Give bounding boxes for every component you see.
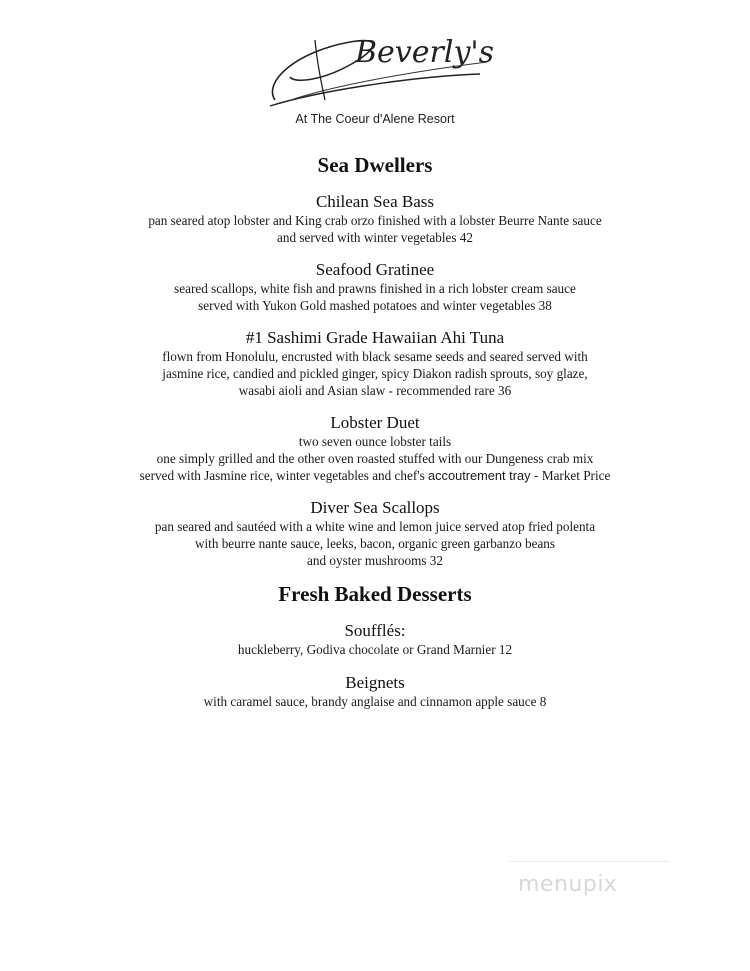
- menu-item-chilean-sea-bass: [0, 192, 750, 246]
- item-description: huckleberry, Godiva chocolate or Grand Marnier 12: [237, 642, 513, 657]
- watermark-rule: [510, 861, 670, 862]
- item-description: and oyster mushrooms 32: [307, 553, 443, 568]
- menu-item-souffles: [0, 621, 750, 658]
- item-name: Beignets: [345, 673, 405, 692]
- item-description: with beurre nante sauce, leeks, bacon, organic green garbanzo beans: [194, 536, 556, 551]
- item-name: #1 Sashimi Grade Hawaiian Ahi Tuna: [245, 328, 505, 347]
- menu-item-beignets: [0, 673, 750, 710]
- watermark-text: menupix: [518, 872, 618, 897]
- logo-swash-graphic: [255, 22, 495, 112]
- item-name: Diver Sea Scallops: [310, 498, 440, 517]
- logo-script-text: Beverly's: [355, 35, 495, 70]
- item-price: Market Price: [541, 468, 611, 483]
- item-name: Lobster Duet: [330, 413, 420, 432]
- section-title-sea-dwellers: Sea Dwellers: [317, 153, 433, 177]
- item-description: with caramel sauce, brandy anglaise and cinnamon apple sauce 8: [203, 694, 547, 709]
- item-name: Soufflés:: [344, 621, 406, 640]
- item-description: one simply grilled and the other oven roasted stuffed with our Dungeness crab mix: [156, 451, 594, 466]
- menu-item-ahi-tuna: [0, 328, 750, 399]
- section-title-desserts: Fresh Baked Desserts: [278, 582, 472, 606]
- item-description: flown from Honolulu, encrusted with black sesame seeds and seared served with: [162, 349, 588, 364]
- item-description-part: served with Jasmine rice, winter vegetables and chef's: [139, 468, 425, 483]
- item-description: seared scallops, white fish and prawns finished in a rich lobster cream sauce: [174, 281, 576, 296]
- item-description: two seven ounce lobster tails: [298, 434, 452, 449]
- logo-subtitle: At The Coeur d'Alene Resort: [295, 112, 455, 126]
- item-description: served with Yukon Gold mashed potatoes and winter vegetables 38: [198, 298, 552, 313]
- item-description-part: accoutrement tray -: [428, 468, 542, 483]
- restaurant-logo: [255, 22, 495, 134]
- item-description: pan seared and sautéed with a white wine and lemon juice served atop fried polenta: [154, 519, 596, 534]
- item-description: [0, 467, 750, 484]
- item-description: jasmine rice, candied and pickled ginger, spicy Diakon radish sprouts, soy glaze,: [162, 366, 588, 381]
- menu-item-seafood-gratinee: [0, 260, 750, 314]
- item-name: Chilean Sea Bass: [315, 192, 435, 211]
- menu-item-diver-sea-scallops: [0, 498, 750, 569]
- item-description: wasabi aioli and Asian slaw - recommended rare 36: [238, 383, 512, 398]
- item-name: Seafood Gratinee: [315, 260, 435, 279]
- menu-item-lobster-duet: [0, 413, 750, 484]
- item-description: pan seared atop lobster and King crab orzo finished with a lobster Beurre Nante sauce: [148, 213, 602, 228]
- watermark: [500, 858, 675, 906]
- item-description: and served with winter vegetables 42: [277, 230, 473, 245]
